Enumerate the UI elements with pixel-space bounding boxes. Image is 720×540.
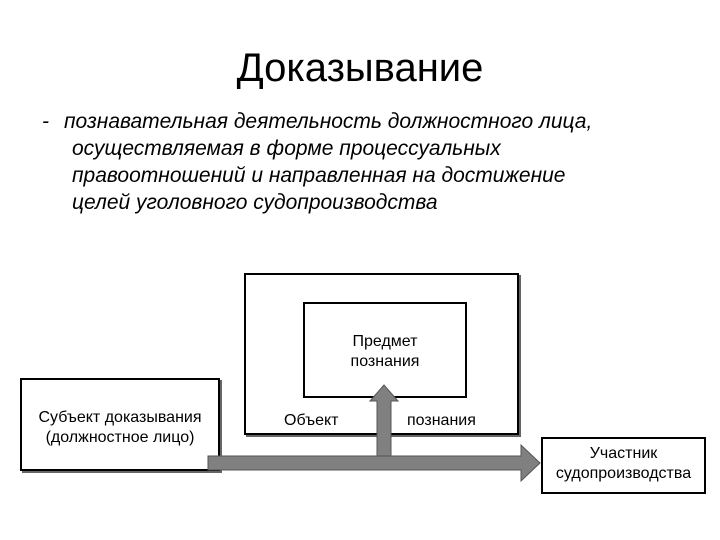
horizontal-arrow — [208, 445, 540, 481]
vertical-arrow — [370, 385, 398, 456]
participant-box — [541, 437, 706, 494]
object-label: Объект — [284, 412, 339, 429]
subject-line-2: (должностное лицо) — [45, 429, 195, 446]
definition-dash: - — [42, 110, 49, 133]
page-title: Доказывание — [236, 46, 484, 90]
participant-line-2: судопроизводства — [555, 465, 692, 482]
predmet-line-2: познания — [350, 353, 420, 370]
definition-line-4: целей уголовного судопроизводства — [72, 191, 438, 214]
definition-line-1: познавательная деятельность должностного лица, — [64, 110, 593, 133]
participant-text — [543, 444, 704, 484]
participant-line-1: Участник — [589, 445, 658, 462]
definition-line-3: правоотношений и направленная на достижение — [72, 164, 566, 187]
definition-line-2: осуществляемая в форме процессуальных — [72, 137, 501, 160]
subject-line-1: Субъект доказывания — [38, 409, 202, 426]
predmet-line-1: Предмет — [352, 333, 418, 350]
cognition-label: познания — [407, 412, 476, 429]
